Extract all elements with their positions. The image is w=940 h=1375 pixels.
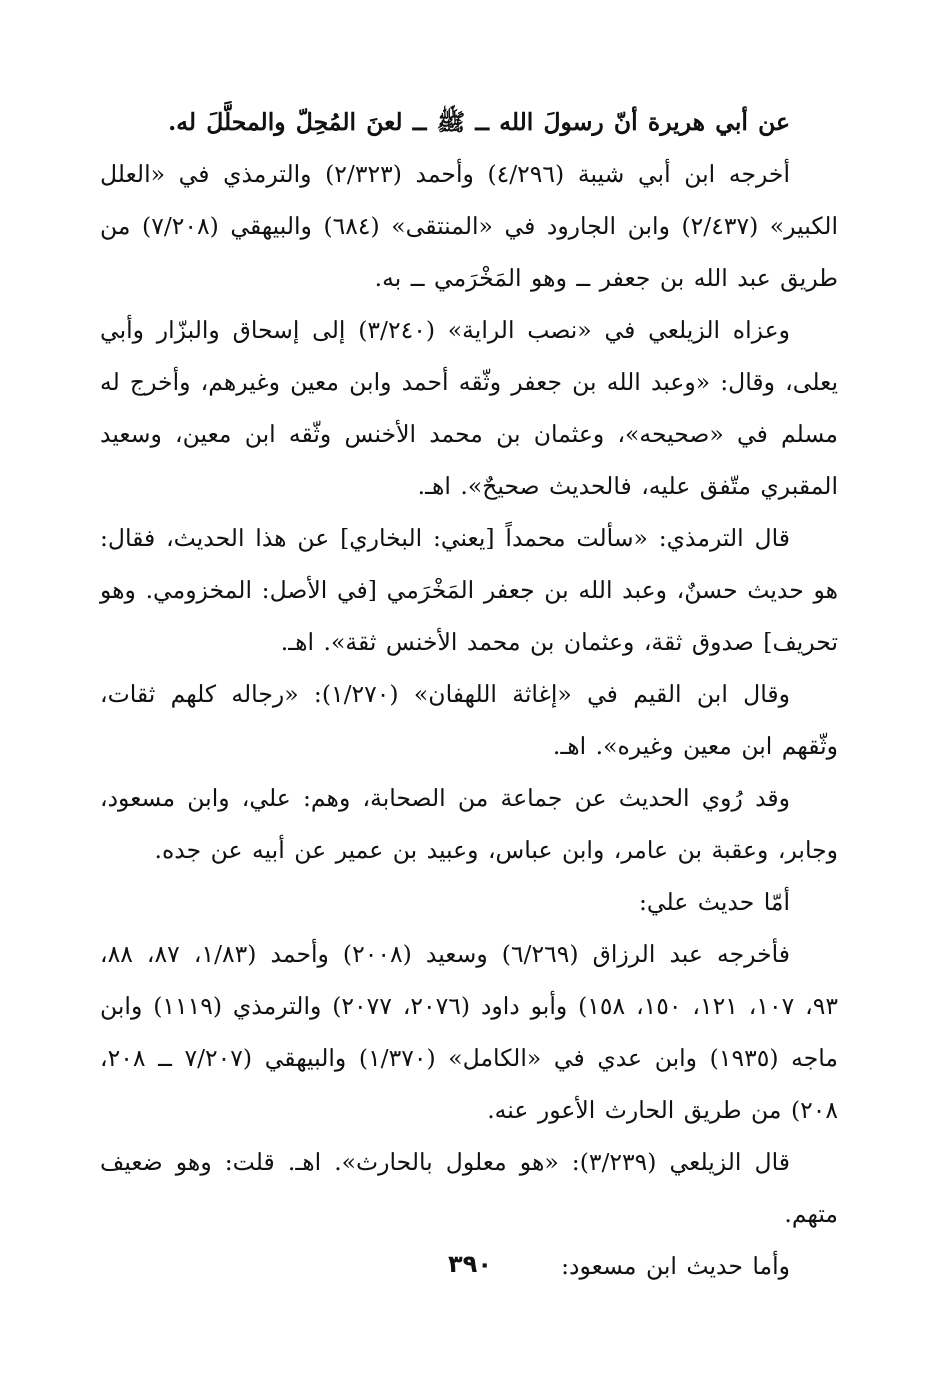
main-text [100, 96, 838, 1292]
heading-hadith-ali: أمّا حديث علي: [638, 888, 790, 916]
paragraph-zaylai-harith: قال الزيلعي (٣/٢٣٩): «هو معلول بالحارث». اهـ. قلت: وهو ضعيف متهم. [100, 1148, 838, 1228]
paragraph-takhrij: أخرجه ابن أبي شيبة (٤/٢٩٦) وأحمد (٢/٣٢٣) والترمذي في «العلل الكبير» (٢/٤٣٧) وابن الجارود في «المنتقى» (٦٨٤) والبيهقي (٧/٢٠٨) من طريق عبد الله بن جعفر ــ وهو المَخْرَمي ــ به. [100, 160, 838, 292]
paragraph-ibn-qayyim: وقال ابن القيم في «إغاثة اللهفان» (١/٢٧٠): «رجاله كلهم ثقات، وثّقهم ابن معين وغيره». اهـ. [100, 680, 838, 760]
heading-hadith-ibn-masud: وأما حديث ابن مسعود: [561, 1252, 790, 1280]
paragraph-ali-takhrij: فأخرجه عبد الرزاق (٦/٢٦٩) وسعيد (٢٠٠٨) وأحمد (١/٨٣، ٨٧، ٨٨، ٩٣، ١٠٧، ١٢١، ١٥٠، ١٥٨) وأبو داود (٢٠٧٦، ٢٠٧٧) والترمذي (١١١٩) وابن ماجه (١٩٣٥) وابن عدي في «الكامل» (١/٣٧٠) والبيهقي (٧/٢٠٧ ــ ٢٠٨، ٢٠٨) من طريق الحارث الأعور عنه. [100, 940, 839, 1124]
page-number: ٣٩٠ [448, 1250, 492, 1278]
hadith-text: عن أبي هريرة أنّ رسولَ الله ــ ﷺ ــ لعنَ المُحِلّ والمحلَّلَ له. [168, 108, 790, 136]
paragraph-companions: وقد رُوي الحديث عن جماعة من الصحابة، وهم: علي، وابن مسعود، وجابر، وعقبة بن عامر، وابن عباس، وعبيد بن عمير عن أبيه عن جده. [100, 784, 838, 864]
paragraph-tirmidhi: قال الترمذي: «سألت محمداً [يعني: البخاري] عن هذا الحديث، فقال: هو حديث حسنٌ، وعبد الله بن جعفر المَخْرَمي [في الأصل: المخزومي. وهو تحريف] صدوق ثقة، وعثمان بن محمد الأخنس ثقة». اهـ. [100, 524, 838, 656]
paragraph-zaylai: وعزاه الزيلعي في «نصب الراية» (٣/٢٤٠) إلى إسحاق والبزّار وأبي يعلى، وقال: «وعبد الله بن جعفر وثّقه أحمد وابن معين وغيرهم، وأخرج له مسلم في «صحيحه»، وعثمان بن محمد الأخنس وثّقه ابن معين، وسعيد المقبري متّفق عليه، فالحديث صحيحٌ». اهـ. [100, 316, 838, 500]
